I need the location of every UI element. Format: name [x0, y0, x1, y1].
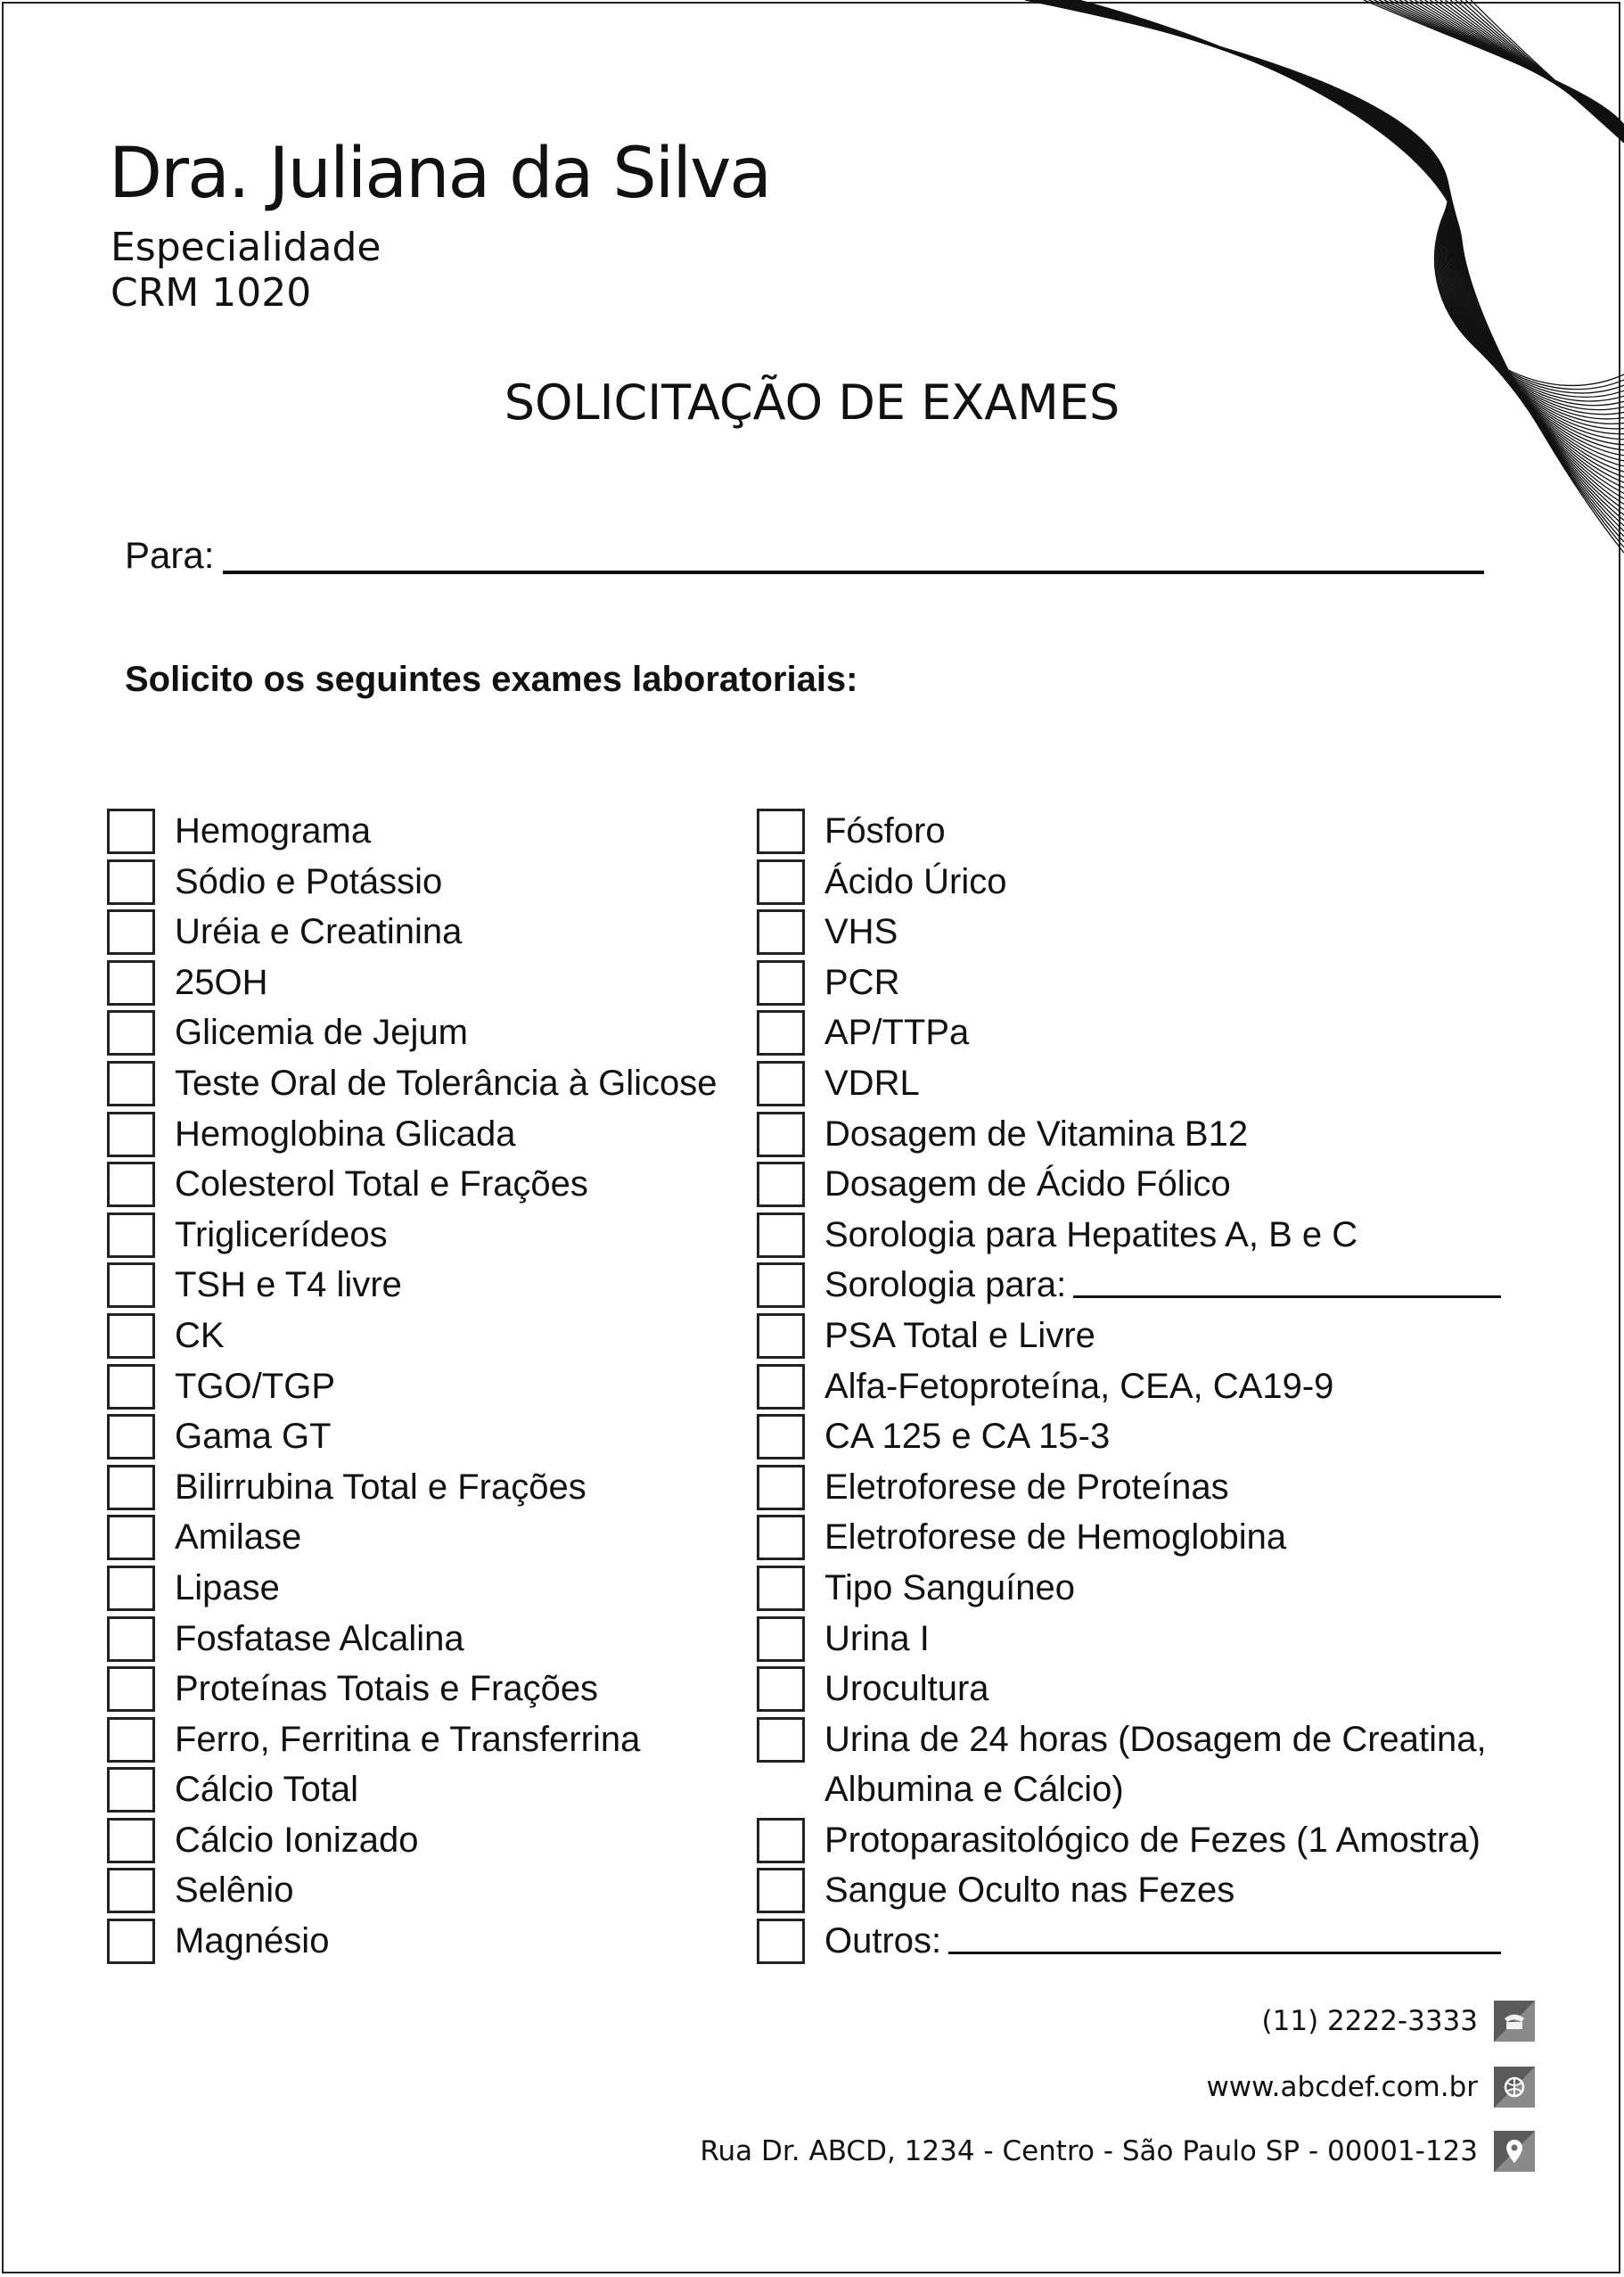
- exam-label: Magnésio: [175, 1921, 330, 1961]
- exam-item-amilase: [107, 1512, 740, 1563]
- checkbox-ferro-ferritina-e-transferrina[interactable]: [107, 1717, 155, 1763]
- exam-item-triglicerideos: [107, 1210, 740, 1261]
- exam-item-sorologia-para-hepatites-a-b-e-c: [757, 1210, 1532, 1261]
- wave-line: [1027, 0, 1624, 390]
- checkbox-magnesio[interactable]: [107, 1919, 155, 1964]
- exam-label: Outros:: [824, 1921, 942, 1961]
- exam-label: Urina de 24 horas (Dosagem de Creatina,: [824, 1719, 1487, 1759]
- exam-item-eletroforese-de-hemoglobina: [757, 1512, 1532, 1563]
- wave-line: [1033, 0, 1624, 406]
- checkbox-alfa-fetoproteina-cea-ca19-9[interactable]: [757, 1364, 805, 1410]
- exam-item-hemoglobina-glicada: [107, 1109, 740, 1160]
- checkbox-teste-oral-de-tolerancia-a-glicose[interactable]: [107, 1061, 155, 1106]
- exam-label: TSH e T4 livre: [175, 1265, 402, 1305]
- exam-item-sodio-e-potassio: [107, 857, 740, 908]
- checkbox-ureia-e-creatinina[interactable]: [107, 909, 155, 955]
- para-label: Para:: [125, 534, 215, 576]
- doctor-name: Dra. Juliana da Silva: [109, 134, 771, 214]
- wave-line: [1029, 0, 1624, 393]
- exam-item-bilirrubina-total-e-fracoes: [107, 1462, 740, 1513]
- exam-item-vhs: [757, 907, 1532, 958]
- checkbox-tipo-sanguineo[interactable]: [757, 1566, 805, 1611]
- contact-phone: [1262, 2001, 1535, 2042]
- exam-label: Eletroforese de Hemoglobina: [824, 1517, 1287, 1558]
- checkbox-urina-i[interactable]: [757, 1616, 805, 1662]
- exam-label: Protoparasitológico de Fezes (1 Amostra): [824, 1820, 1480, 1860]
- exam-label: Sódio e Potássio: [175, 861, 443, 901]
- exam-item-lipase: [107, 1563, 740, 1614]
- checkbox-sorologia-para[interactable]: [757, 1262, 805, 1308]
- checkbox-selenio[interactable]: [107, 1868, 155, 1913]
- exam-label: Fosfatase Alcalina: [175, 1618, 464, 1658]
- exam-label: Selênio: [175, 1870, 294, 1911]
- checkbox-eletroforese-de-proteinas[interactable]: [757, 1465, 805, 1510]
- exam-label: PCR: [824, 962, 900, 1002]
- exam-label: Uréia e Creatinina: [175, 912, 463, 952]
- exam-item-proteinas-totais-e-fracoes: [107, 1664, 740, 1714]
- checkbox-gama-gt[interactable]: [107, 1414, 155, 1459]
- wave-line: [1029, 0, 1624, 397]
- exam-label: Teste Oral de Tolerância à Glicose: [175, 1063, 718, 1103]
- checkbox-glicemia-de-jejum[interactable]: [107, 1010, 155, 1056]
- exam-item-dosagem-de-vitamina-b12: [757, 1109, 1532, 1160]
- exam-label: Ferro, Ferritina e Transferrina: [175, 1719, 641, 1759]
- checkbox-colesterol-total-e-fracoes[interactable]: [107, 1162, 155, 1207]
- exam-label: CK: [175, 1315, 225, 1355]
- exam-label: Hemoglobina Glicada: [175, 1114, 516, 1154]
- exam-item-fosfatase-alcalina: [107, 1614, 740, 1665]
- checkbox-vdrl[interactable]: [757, 1061, 805, 1106]
- checkbox-calcio-total[interactable]: [107, 1767, 155, 1813]
- exam-label: Lipase: [175, 1567, 280, 1607]
- checkbox-ap-ttpa[interactable]: [757, 1010, 805, 1056]
- checkbox-ca-125-e-ca-15-3[interactable]: [757, 1414, 805, 1459]
- exam-item-ca-125-e-ca-15-3: [757, 1411, 1532, 1462]
- checkbox-tgo-tgp[interactable]: [107, 1364, 155, 1410]
- checkbox-outros[interactable]: [757, 1919, 805, 1964]
- checkbox-sodio-e-potassio[interactable]: [107, 859, 155, 905]
- wave-line: [1072, 0, 1624, 531]
- wave-line: [1067, 0, 1624, 515]
- exam-item-25oh: [107, 958, 740, 1008]
- checkbox-urina-de-24-horas-dosagem-de-creatina[interactable]: [757, 1717, 805, 1763]
- request-heading: Solicito os seguintes exames laboratoriais:: [125, 660, 858, 699]
- wave-line: [1025, 0, 1624, 385]
- sorologia-para-input-line[interactable]: [1073, 1260, 1501, 1298]
- exam-label: Urocultura: [824, 1669, 989, 1709]
- exam-label: Gama GT: [175, 1417, 332, 1457]
- website-text: www.abcdef.com.br: [1206, 2071, 1478, 2103]
- exam-label: Proteínas Totais e Frações: [175, 1669, 599, 1709]
- exam-item-selenio: [107, 1865, 740, 1916]
- exam-item-gama-gt: [107, 1411, 740, 1462]
- checkbox-hemoglobina-glicada[interactable]: [107, 1112, 155, 1157]
- exam-label: Fósforo: [824, 811, 946, 851]
- exam-item-dosagem-de-acido-folico: [757, 1159, 1532, 1210]
- crm-number: CRM 1020: [111, 270, 312, 316]
- wave-line: [1065, 0, 1624, 510]
- exam-item-glicemia-de-jejum: [107, 1007, 740, 1058]
- decorative-waves: [1025, 0, 1624, 571]
- checkbox-tsh-e-t4-livre[interactable]: [107, 1262, 155, 1308]
- checkbox-dosagem-de-acido-folico[interactable]: [757, 1162, 805, 1207]
- exam-item-colesterol-total-e-fracoes: [107, 1159, 740, 1210]
- wave-line: [1031, 0, 1624, 401]
- specialty: Especialidade: [111, 225, 381, 270]
- exam-item-magnesio: [107, 1916, 740, 1967]
- exam-item-hemograma: [107, 806, 740, 857]
- contact-address: [700, 2131, 1535, 2172]
- exam-item-calcio-total: [107, 1764, 740, 1815]
- checkbox-fosfatase-alcalina[interactable]: [107, 1616, 155, 1662]
- checkbox-fosforo[interactable]: [757, 809, 805, 854]
- wave-line: [1077, 0, 1624, 547]
- checkbox-sangue-oculto-nas-fezes[interactable]: [757, 1868, 805, 1913]
- exam-label: Amilase: [175, 1517, 302, 1558]
- contact-website: [1206, 2067, 1535, 2108]
- form-title: SOLICITAÇÃO DE EXAMES: [504, 374, 1120, 431]
- location-pin-icon: [1494, 2131, 1535, 2172]
- checkbox-eletroforese-de-hemoglobina[interactable]: [757, 1515, 805, 1560]
- exam-item-urina-i: [757, 1614, 1532, 1665]
- wave-line: [1471, 0, 1624, 143]
- exam-label: Tipo Sanguíneo: [824, 1567, 1075, 1607]
- outros-input-line[interactable]: [948, 1916, 1501, 1954]
- exam-label: Glicemia de Jejum: [175, 1013, 469, 1053]
- exam-item-tsh-e-t4-livre: [107, 1260, 740, 1311]
- checkbox-psa-total-e-livre[interactable]: [757, 1313, 805, 1359]
- checkbox-amilase[interactable]: [107, 1515, 155, 1560]
- checkbox-vhs[interactable]: [757, 909, 805, 955]
- exam-item-pcr: [757, 958, 1532, 1008]
- checkbox-acido-urico[interactable]: [757, 859, 805, 905]
- exam-label: Sangue Oculto nas Fezes: [824, 1870, 1235, 1911]
- exam-item-urina-de-24-horas-dosagem-de-creatina: [757, 1714, 1532, 1765]
- phone-icon: [1494, 2001, 1535, 2042]
- exam-label: Ácido Úrico: [824, 861, 1007, 901]
- exam-item-eletroforese-de-proteinas: [757, 1462, 1532, 1513]
- checkbox-25oh[interactable]: [107, 960, 155, 1006]
- exam-list-left: [107, 806, 740, 1967]
- wave-line: [1075, 0, 1624, 542]
- exam-label: Hemograma: [175, 811, 372, 851]
- exam-item-vdrl: [757, 1058, 1532, 1109]
- exam-label: 25OH: [175, 962, 268, 1002]
- checkbox-ck[interactable]: [107, 1313, 155, 1359]
- exam-label: Eletroforese de Proteínas: [824, 1467, 1229, 1507]
- para-field: [125, 524, 1484, 574]
- exam-item-outros: [757, 1916, 1532, 1967]
- exam-item-fosforo: [757, 806, 1532, 857]
- exam-label: Triglicerídeos: [175, 1214, 388, 1254]
- checkbox-protoparasitologico-de-fezes-1-amostra[interactable]: [757, 1818, 805, 1863]
- exam-label: AP/TTPa: [824, 1013, 970, 1053]
- exam-item-teste-oral-de-tolerancia-a-glicose: [107, 1058, 740, 1109]
- wave-line: [1079, 0, 1624, 553]
- exam-label: Bilirrubina Total e Frações: [175, 1467, 586, 1507]
- globe-icon: [1494, 2067, 1535, 2108]
- checkbox-pcr[interactable]: [757, 960, 805, 1006]
- exam-list-right: [757, 806, 1532, 1967]
- exam-item-urocultura: [757, 1664, 1532, 1714]
- exam-label: Cálcio Total: [175, 1770, 359, 1810]
- exam-item-protoparasitologico-de-fezes-1-amostra: [757, 1815, 1532, 1866]
- checkbox-calcio-ionizado[interactable]: [107, 1818, 155, 1863]
- exam-label: TGO/TGP: [175, 1366, 335, 1406]
- checkbox-bilirrubina-total-e-fracoes[interactable]: [107, 1465, 155, 1510]
- exam-label: Cálcio Ionizado: [175, 1820, 419, 1860]
- exam-item-albumina-e-calcio: [757, 1764, 1532, 1815]
- wave-line: [1070, 0, 1624, 526]
- exam-label: VHS: [824, 912, 898, 952]
- checkbox-triglicerideos[interactable]: [107, 1212, 155, 1258]
- checkbox-sorologia-para-hepatites-a-b-e-c[interactable]: [757, 1212, 805, 1258]
- checkbox-urocultura[interactable]: [757, 1666, 805, 1712]
- exam-item-calcio-ionizado: [107, 1815, 740, 1866]
- address-text: Rua Dr. ABCD, 1234 - Centro - São Paulo SP - 00001-123: [700, 2135, 1478, 2167]
- checkbox-hemograma[interactable]: [107, 809, 155, 854]
- exam-item-ferro-ferritina-e-transferrina: [107, 1714, 740, 1765]
- phone-text: (11) 2222-3333: [1261, 2005, 1478, 2037]
- exam-item-tipo-sanguineo: [757, 1563, 1532, 1614]
- para-input-line[interactable]: [223, 531, 1484, 574]
- exam-label: Dosagem de Vitamina B12: [824, 1114, 1249, 1154]
- exam-item-sorologia-para: [757, 1260, 1532, 1311]
- exam-item-ap-ttpa: [757, 1007, 1532, 1058]
- exam-label: PSA Total e Livre: [824, 1315, 1095, 1355]
- exam-label: Colesterol Total e Frações: [175, 1164, 588, 1204]
- exam-label: VDRL: [824, 1063, 920, 1103]
- wave-line: [1035, 0, 1624, 410]
- exam-item-ck: [107, 1311, 740, 1361]
- exam-label: CA 125 e CA 15-3: [824, 1417, 1111, 1457]
- exam-item-acido-urico: [757, 857, 1532, 908]
- exam-label: Sorologia para:: [824, 1265, 1067, 1305]
- exam-item-alfa-fetoproteina-cea-ca19-9: [757, 1361, 1532, 1412]
- exam-item-ureia-e-creatinina: [107, 907, 740, 958]
- exam-label: Alfa-Fetoproteína, CEA, CA19-9: [824, 1366, 1334, 1406]
- exam-item-tgo-tgp: [107, 1361, 740, 1412]
- exam-label: Albumina e Cálcio): [824, 1770, 1124, 1810]
- checkbox-lipase[interactable]: [107, 1566, 155, 1611]
- checkbox-dosagem-de-vitamina-b12[interactable]: [757, 1112, 805, 1157]
- wave-line: [1069, 0, 1624, 521]
- wave-line: [1074, 0, 1624, 537]
- exam-item-sangue-oculto-nas-fezes: [757, 1865, 1532, 1916]
- exam-label: Sorologia para Hepatites A, B e C: [824, 1214, 1358, 1254]
- checkbox-proteinas-totais-e-fracoes[interactable]: [107, 1666, 155, 1712]
- exam-label: Dosagem de Ácido Fólico: [824, 1164, 1231, 1204]
- exam-label: Urina I: [824, 1618, 930, 1658]
- exam-item-psa-total-e-livre: [757, 1311, 1532, 1361]
